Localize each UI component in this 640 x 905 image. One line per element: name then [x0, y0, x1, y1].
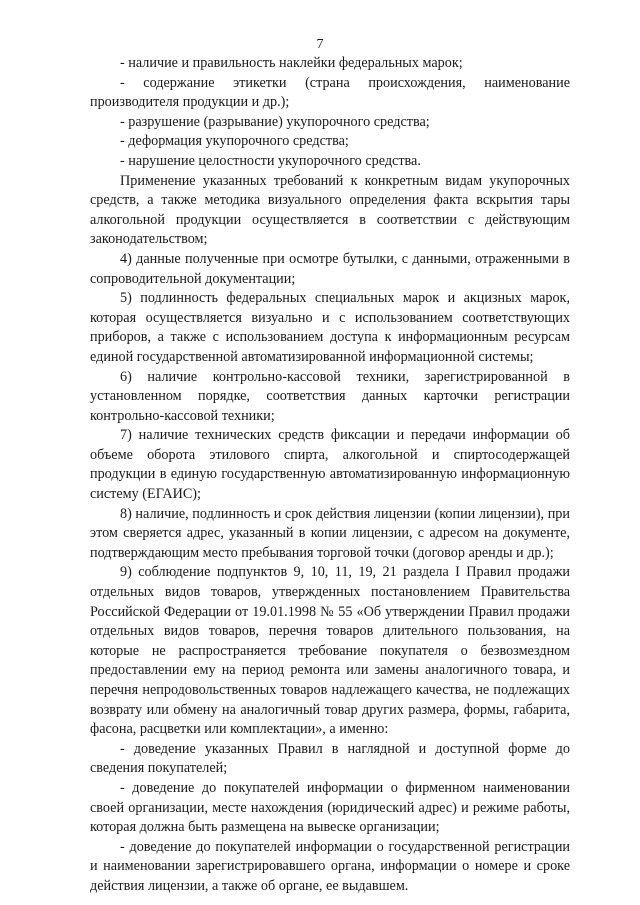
paragraph-item-4: 4) данные полученные при осмотре бутылки, с данными, отраженными в сопроводительной документации; [90, 250, 570, 287]
paragraph-federal-stamps: - наличие и правильность наклейки федеральных марок; [120, 55, 463, 71]
paragraph-closure-integrity: - нарушение целостности укупорочного средства. [120, 152, 421, 169]
paragraph-label-content: - содержание этикетки (страна происхождения, наименование производителя продукции и др.); [90, 74, 570, 111]
document-body [90, 54, 570, 897]
paragraph-rules-display: - доведение указанных Правил в наглядной и доступной форме до сведения покупателей; [90, 740, 570, 777]
paragraph-company-info: - доведение до покупателей информации о фирменном наименовании своей организации, месте нахождения (юридический адрес) и режиме работы, которая должна быть размещена на вывеске организации; [90, 779, 570, 836]
paragraph-closure-deformation: - деформация укупорочного средства; [120, 133, 349, 150]
paragraph-closure-destruction: - разрушение (разрывание) укупорочного средства; [120, 113, 430, 130]
paragraph-item-5: 5) подлинность федеральных специальных марок и акцизных марок, которая осуществляется визуально и с использованием соответствующих приборов, а также с использованием доступа к информационным ресурсам единой государственной автоматизированной информационной системы; [90, 290, 570, 365]
paragraph-license-info: - доведение до покупателей информации о государственной регистрации и наименовании зарегистрировавшего органа, информации о номере и сроке действия лицензии, а также об органе, ее выдавшем. [90, 838, 570, 894]
paragraph-item-9: 9) соблюдение подпунктов 9, 10, 11, 19, 21 раздела I Правил продажи отдельных видов товаров, утвержденных постановлением Правительства Российской Федерации от 19.01.1998 № 55 «Об утверждении Правил продажи отдельных видов товаров, перечня товаров длительного пользования, на которые не распространяется требование покупателя о безвозмездном предоставлении ему на период ремонта или замены аналогичного товара, и перечня непродовольственных товаров надлежащего качества, не подлежащих возврату или обмену на аналогичный товар других размера, формы, габарита, фасона, расцветки или комплектации», а именно: [90, 564, 570, 738]
page-number: 7 [316, 37, 324, 52]
paragraph-item-7: 7) наличие технических средств фиксации и передачи информации об объеме оборота этилового спирта, алкогольной и спиртосодержащей продукции в единую государственную автоматизированную информационную систему (ЕГАИС); [90, 427, 570, 503]
paragraph-item-8: 8) наличие, подлинность и срок действия лицензии (копии лицензии), при этом сверяется адрес, указанный в копии лицензии, с адресом на документе, подтверждающим место пребывания торговой точки (договор аренды и др.); [90, 505, 570, 561]
paragraph-requirements-application: Применение указанных требований к конкретным видам укупорочных средств, а также методика визуального определения факта вскрытия тары алкогольной продукции осуществляется в соответствии с действующим законодательством; [90, 172, 570, 248]
paragraph-item-6: 6) наличие контрольно-кассовой техники, зарегистрированной в установленном порядке, соответствия данных карточки регистрации контрольно-кассовой техники; [90, 368, 570, 424]
